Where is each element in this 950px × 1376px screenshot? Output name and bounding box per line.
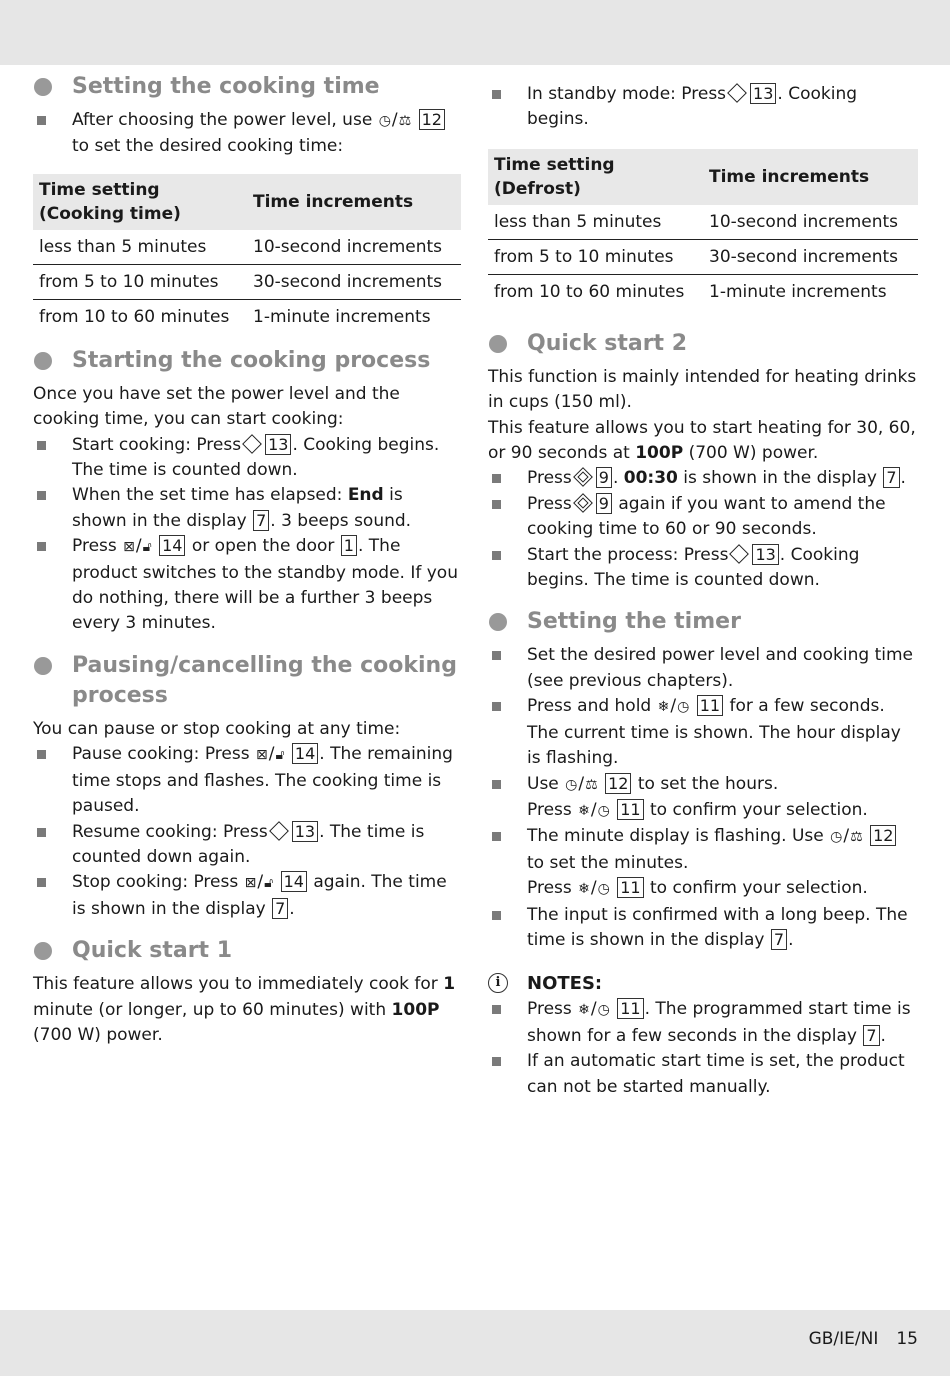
text: . The remaining time stops and flashes. The cooking time is paused.: [72, 744, 453, 817]
page-footer: [791, 1329, 918, 1349]
bold-text: 100P: [635, 443, 684, 464]
start-diamond-icon: [242, 434, 262, 454]
text: In standby mode: Press: [527, 84, 727, 104]
weight-kg-icon: ⚖: [398, 113, 412, 129]
ref-box: 12: [605, 773, 631, 794]
text: again if you want to amend the cooking time to 60 or 90 seconds.: [527, 493, 886, 540]
starting-list: [33, 433, 461, 637]
text: to confirm your selection.: [650, 799, 868, 820]
ref-box: 14: [159, 535, 185, 556]
text: . Cooking begins. The time is counted down.: [72, 434, 440, 481]
table-cell: 30-second increments: [703, 239, 918, 274]
ref-box: 7: [253, 510, 269, 531]
square-bullet-icon: [492, 1057, 501, 1066]
paragraph: [33, 972, 461, 1048]
stop-icon: ⊠: [123, 539, 135, 556]
ref-box: 11: [617, 998, 643, 1019]
ref-box: 11: [617, 877, 643, 898]
bullet-dot-icon: [489, 613, 507, 631]
start-diamond-icon: [269, 821, 289, 841]
text: (700 W) power.: [688, 443, 819, 464]
heading-text: NOTES:: [527, 973, 603, 995]
table-row: [33, 264, 461, 299]
clock-icon: ◷: [597, 1002, 610, 1019]
text: After choosing the power level, use: [72, 110, 373, 130]
region-label: GB/IE/NI: [808, 1329, 879, 1349]
heading-starting: [33, 346, 461, 376]
text: to set the desired cooking time:: [72, 136, 344, 157]
table-cell: 1-minute increments: [253, 306, 431, 327]
ref-box: 12: [870, 825, 896, 846]
table-cell: 10-second increments: [247, 230, 461, 265]
table-cell: 1-minute increments: [709, 281, 887, 302]
bold-text: End: [347, 485, 384, 506]
text: . The programmed start time is shown for a few seconds in the display: [527, 999, 911, 1046]
bullet-dot-icon: [34, 78, 52, 96]
ref-box: 14: [292, 743, 318, 764]
text: Start cooking: Press: [72, 434, 242, 455]
list-item: [33, 483, 461, 534]
square-bullet-icon: [37, 542, 46, 551]
text: again. The time is shown in the display: [72, 872, 447, 919]
defrost-icon: ❄: [578, 1002, 590, 1019]
start-diamond-icon: [730, 544, 750, 564]
text: .: [289, 898, 295, 919]
text: Use: [527, 773, 559, 794]
list-item: [488, 903, 918, 954]
clock-icon: ◷: [677, 699, 690, 716]
text: The input is confirmed with a long beep. The time is shown in the display: [527, 904, 908, 950]
text: Press and hold: [527, 696, 652, 717]
text: to set the hours.: [637, 773, 779, 794]
header-band: [0, 0, 950, 65]
bullet-dot-icon: [34, 352, 52, 370]
text: for a few seconds. The current time is shown. The hour display is flashing.: [527, 696, 901, 769]
bold-text: 1: [443, 974, 456, 995]
ref-box: 1: [341, 535, 357, 556]
text: This feature allows you to start heating for 30, 60, or 90 seconds at: [488, 417, 916, 464]
child-lock-icon: 🔓︎: [264, 875, 274, 892]
heading-quick-start-2: [488, 329, 918, 359]
clock-icon: ◷: [565, 776, 578, 793]
child-lock-icon: 🔓︎: [142, 539, 152, 556]
text: When the set time has elapsed:: [72, 485, 343, 506]
timer-list: [488, 643, 918, 953]
text: to confirm your selection.: [650, 878, 868, 899]
bullet-dot-icon: [34, 942, 52, 960]
list-item: [488, 1049, 918, 1100]
heading-text: Pausing/cancelling the cooking process: [72, 652, 457, 708]
clock-icon: ◷: [378, 113, 391, 129]
defrost-icon: ❄: [578, 802, 590, 819]
weight-kg-icon: ⚖: [850, 829, 863, 846]
quick-start-icon: [573, 493, 593, 513]
square-bullet-icon: [37, 878, 46, 887]
square-bullet-icon: [37, 750, 46, 759]
table-row: [488, 205, 918, 240]
text: (700 W) power.: [33, 1024, 163, 1045]
text: is shown in the display: [72, 485, 403, 531]
heading-quick-start-1: [33, 936, 461, 966]
bullet-dot-icon: [34, 657, 52, 675]
text: Press: [527, 468, 572, 489]
heading-timer: [488, 607, 918, 637]
ref-box: 7: [272, 898, 288, 919]
heading-pausing: [33, 651, 461, 711]
table-row: [488, 239, 918, 274]
left-column: [33, 72, 461, 1048]
text: .: [880, 1025, 886, 1046]
list-item: The minute display is flashing. Use ◷/⚖ 12 to set the minutes. Press ❄/◷ 11 to confirm your selection.: [488, 824, 918, 902]
quick-start-2-list: [488, 466, 918, 593]
table-header: Time setting (Defrost): [488, 149, 703, 205]
text: Press: [527, 878, 572, 899]
square-bullet-icon: [492, 551, 501, 560]
square-bullet-icon: [492, 780, 501, 789]
ref-box: 11: [617, 799, 643, 820]
table-cell: from 10 to 60 minutes: [39, 306, 230, 327]
quick-start-icon: [573, 468, 593, 488]
child-lock-icon: 🔓︎: [275, 747, 285, 764]
table-cell: 10-second increments: [703, 205, 918, 240]
ref-box: 14: [281, 871, 307, 892]
text: to set the minutes.: [527, 852, 689, 873]
text: .: [900, 468, 906, 489]
table-cell: less than 5 minutes: [33, 230, 247, 265]
square-bullet-icon: [37, 116, 46, 125]
text: Press: [527, 999, 572, 1020]
ref-box: 13: [752, 544, 778, 565]
ref-box: 9: [596, 493, 612, 514]
ref-box: 7: [863, 1025, 879, 1046]
table-cell: 30-second increments: [247, 264, 461, 299]
paragraph: You can pause or stop cooking at any time:: [33, 718, 401, 739]
ref-box: 11: [697, 695, 723, 716]
defrost-icon: ❄: [578, 881, 590, 898]
list-item: [488, 82, 918, 133]
text: or open the door: [191, 536, 335, 557]
table-cell: less than 5 minutes: [488, 205, 703, 240]
list-item: Pause cooking: Press ⊠/🔓︎ 14 . The remaining time stops and flashes. The cooking time is paused.: [33, 742, 461, 819]
text: Set the desired power level and cooking time (see previous chapters).: [527, 645, 913, 691]
table-row: [33, 230, 461, 265]
stop-icon: ⊠: [255, 747, 268, 764]
list-item: [488, 643, 918, 694]
text: minute (or longer, up to 60 minutes) with: [33, 999, 387, 1020]
square-bullet-icon: [37, 491, 46, 500]
text: . The product switches to the standby mode. If you do nothing, there will be a further 3 beeps every 3 minutes.: [72, 536, 458, 634]
ref-box: 9: [596, 467, 612, 488]
list-item: Use ◷/⚖ 12 to set the hours. Press ❄/◷ 11 to confirm your selection.: [488, 772, 918, 825]
heading-cooking-time: [33, 72, 461, 102]
notes-list: [488, 997, 918, 1100]
table-cell: from 10 to 60 minutes: [494, 281, 685, 302]
paragraph: Once you have set the power level and the cooking time, you can start cooking:: [33, 383, 400, 430]
text: . Cooking begins. The time is counted down.: [527, 544, 860, 591]
text: If an automatic start time is set, the product can not be started manually.: [527, 1051, 905, 1097]
square-bullet-icon: [492, 832, 501, 841]
square-bullet-icon: [492, 474, 501, 483]
start-diamond-icon: [727, 83, 747, 103]
square-bullet-icon: [492, 651, 501, 660]
text: Press: [527, 493, 572, 514]
ref-box: 7: [771, 929, 787, 950]
table-row: [33, 299, 461, 334]
right-column: [488, 72, 918, 1100]
text: .: [788, 929, 794, 950]
ref-box: 13: [265, 434, 291, 455]
text: . Cooking begins.: [527, 84, 858, 130]
table-row: [488, 274, 918, 309]
square-bullet-icon: [37, 441, 46, 450]
clock-icon: ◷: [830, 829, 843, 846]
ref-box: 7: [883, 467, 899, 488]
ref-box: 12: [419, 109, 445, 130]
cooking-time-table: [33, 174, 461, 334]
square-bullet-icon: [492, 90, 501, 99]
paragraph: [488, 416, 918, 467]
bold-text: 00:30: [623, 468, 678, 489]
bold-text: 100P: [391, 999, 440, 1020]
heading-text: Setting the cooking time: [72, 74, 380, 99]
list-item: Press ⊠/🔓︎ 14 or open the door 1 . The product switches to the standby mode. If you do nothing, there will be a further 3 beeps every 3 minutes.: [33, 534, 461, 637]
list-item: Press ❄/◷ 11 . The programmed start time is shown for a few seconds in the display 7 .: [488, 997, 918, 1049]
table-header: Time increments: [247, 174, 461, 230]
table-header: Time setting (Cooking time): [33, 174, 247, 230]
clock-icon: ◷: [597, 881, 610, 898]
list-item: Stop cooking: Press ⊠/🔓︎ 14 again. The time is shown in the display 7 .: [33, 870, 461, 922]
list-item: After choosing the power level, use ◷/⚖ 12 to set the desired cooking time:: [33, 108, 461, 160]
text: Press: [72, 536, 117, 557]
standby-list: [488, 82, 918, 133]
list-item: [488, 543, 918, 594]
info-icon: i: [488, 973, 508, 993]
text: . The time is counted down again.: [72, 821, 425, 867]
pausing-list: [33, 742, 461, 922]
heading-text: Starting the cooking process: [72, 347, 431, 373]
bullet-dot-icon: [489, 335, 507, 353]
table-cell: from 5 to 10 minutes: [488, 239, 703, 274]
text: Stop cooking: Press: [72, 872, 239, 893]
heading-text: Quick start 1: [72, 938, 233, 964]
weight-kg-icon: ⚖: [585, 776, 598, 793]
list-item: [488, 492, 918, 543]
defrost-table: [488, 149, 918, 309]
list-item: Press and hold ❄/◷ 11 for a few seconds. The current time is shown. The hour display is flashing.: [488, 694, 918, 771]
paragraph: This function is mainly intended for heating drinks in cups (150 ml).: [488, 366, 917, 413]
square-bullet-icon: [492, 1005, 501, 1014]
square-bullet-icon: [492, 911, 501, 920]
page-number: 15: [896, 1329, 918, 1349]
ref-box: 13: [292, 821, 318, 842]
text: Pause cooking: Press: [72, 744, 250, 765]
defrost-icon: ❄: [657, 699, 670, 716]
text: Start the process: Press: [527, 544, 729, 565]
table-header: Time increments: [703, 149, 918, 205]
text: . 3 beeps sound.: [270, 510, 412, 531]
square-bullet-icon: [492, 500, 501, 509]
stop-icon: ⊠: [244, 875, 257, 892]
text: This feature allows you to immediately cook for: [33, 974, 438, 995]
table-cell: from 5 to 10 minutes: [33, 264, 247, 299]
clock-icon: ◷: [597, 802, 610, 819]
square-bullet-icon: [37, 828, 46, 837]
heading-text: Quick start 2: [527, 330, 688, 356]
ref-box: 13: [750, 83, 776, 104]
heading-text: Setting the timer: [527, 609, 741, 635]
list-item: Press 9 . 00:30 is shown in the display 7 .: [488, 466, 918, 491]
text: Press: [527, 799, 572, 820]
text: The minute display is flashing. Use: [527, 826, 824, 847]
list-item: [33, 820, 461, 871]
notes-heading: [488, 971, 918, 997]
text: Resume cooking: Press: [72, 821, 268, 842]
list-item: [33, 433, 461, 484]
text: is shown in the display: [683, 468, 877, 489]
cooking-time-list: [33, 108, 461, 160]
square-bullet-icon: [492, 702, 501, 711]
